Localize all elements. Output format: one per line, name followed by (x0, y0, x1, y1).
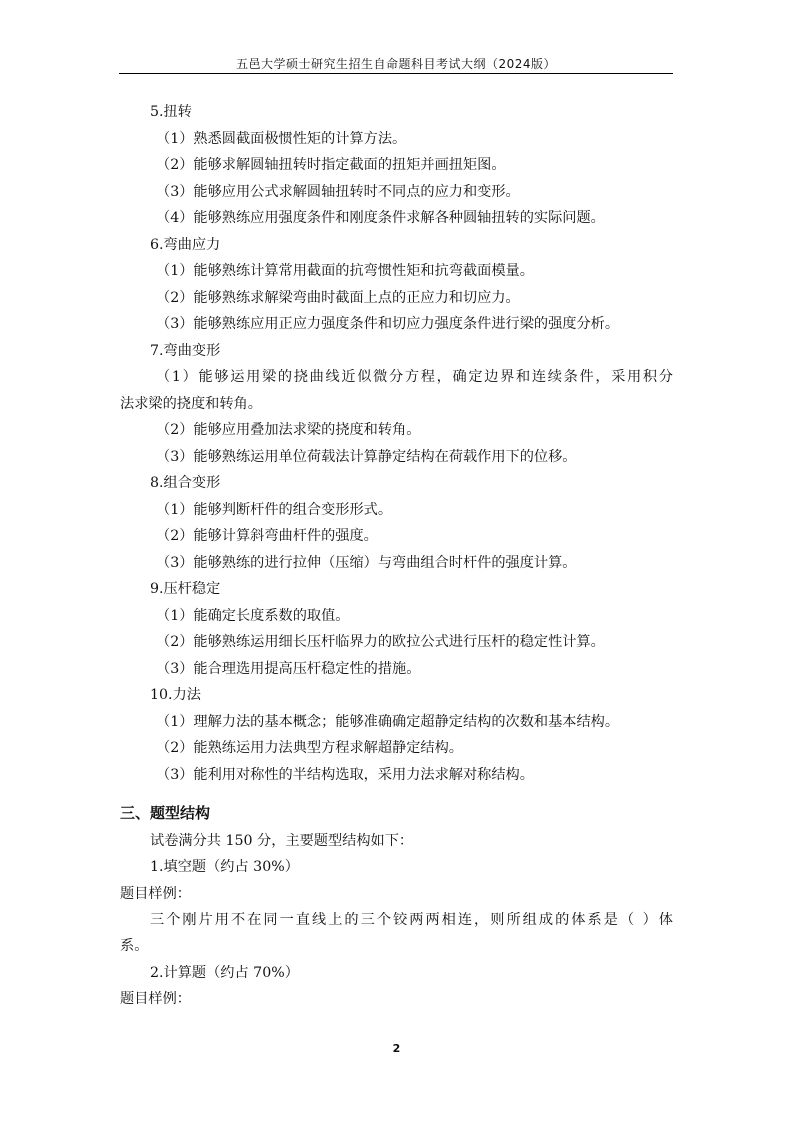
section-title-torsion: 5.扭转 (150, 104, 192, 120)
list-item-continuation: 法求梁的挠度和转角。 (120, 396, 262, 412)
page-number: 2 (392, 1042, 401, 1055)
section-title-combined: 8.组合变形 (150, 475, 221, 491)
example-label: 题目样例： (120, 991, 191, 1007)
question-type-1: 1.填空题（约占 30%） (150, 859, 299, 875)
list-item: （2）能够应用叠加法求梁的挠度和转角。 (156, 422, 421, 438)
list-item: （3）能够熟练运用单位荷载法计算静定结构在荷载作用下的位移。 (156, 449, 577, 465)
part3-intro: 试卷满分共 150 分，主要题型结构如下： (150, 833, 414, 849)
list-item: （1）能够熟练计算常用截面的抗弯惯性矩和抗弯截面模量。 (156, 263, 534, 279)
section-title-bending-stress: 6.弯曲应力 (150, 237, 221, 253)
example-label: 题目样例： (120, 886, 191, 902)
list-item: （3）能够熟练应用正应力强度条件和切应力强度条件进行梁的强度分析。 (156, 316, 620, 332)
list-item: （4）能够熟练应用强度条件和刚度条件求解各种圆轴扭转的实际问题。 (156, 210, 605, 226)
header-title: 五邑大学硕士研究生招生自命题科目考试大纲（2024版） (235, 57, 557, 71)
list-item: （1）能够判断杆件的组合变形形式。 (156, 502, 393, 518)
section-title-force-method: 10.力法 (150, 687, 201, 703)
example-text: 三个刚片用不在同一直线上的三个铰两两相连，则所组成的体系是（ ）体 (150, 912, 673, 928)
list-item: （2）能够熟练运用细长压杆临界力的欧拉公式进行压杆的稳定性计算。 (156, 634, 605, 650)
list-item: （1）能够运用梁的挠曲线近似微分方程，确定边界和连续条件，采用积分 (156, 369, 673, 385)
section-title-stability: 9.压杆稳定 (150, 581, 221, 597)
list-item: （3）能够应用公式求解圆轴扭转时不同点的应力和变形。 (156, 184, 520, 200)
list-item: （3）能合理选用提高压杆稳定性的措施。 (156, 661, 421, 677)
section-title-bending-deformation: 7.弯曲变形 (150, 343, 221, 359)
question-type-2: 2.计算题（约占 70%） (150, 965, 299, 981)
list-item: （2）能够计算斜弯曲杆件的强度。 (156, 528, 378, 544)
list-item: （3）能够熟练的进行拉伸（压缩）与弯曲组合时杆件的强度计算。 (156, 555, 577, 571)
list-item: （2）能够熟练求解梁弯曲时截面上点的正应力和切应力。 (156, 290, 520, 306)
list-item: （2）能熟练运用力法典型方程求解超静定结构。 (156, 740, 463, 756)
list-item: （1）能确定长度系数的取值。 (156, 608, 350, 624)
list-item: （1）熟悉圆截面极惯性矩的计算方法。 (156, 131, 407, 147)
header-divider (119, 73, 673, 74)
list-item: （3）能利用对称性的半结构选取，采用力法求解对称结构。 (156, 767, 534, 783)
part3-heading: 三、题型结构 (120, 804, 211, 822)
list-item: （2）能够求解圆轴扭转时指定截面的扭矩并画扭矩图。 (156, 157, 506, 173)
example-text-continuation: 系。 (120, 938, 149, 954)
list-item: （1）理解力法的基本概念；能够准确确定超静定结构的次数和基本结构。 (156, 714, 620, 730)
